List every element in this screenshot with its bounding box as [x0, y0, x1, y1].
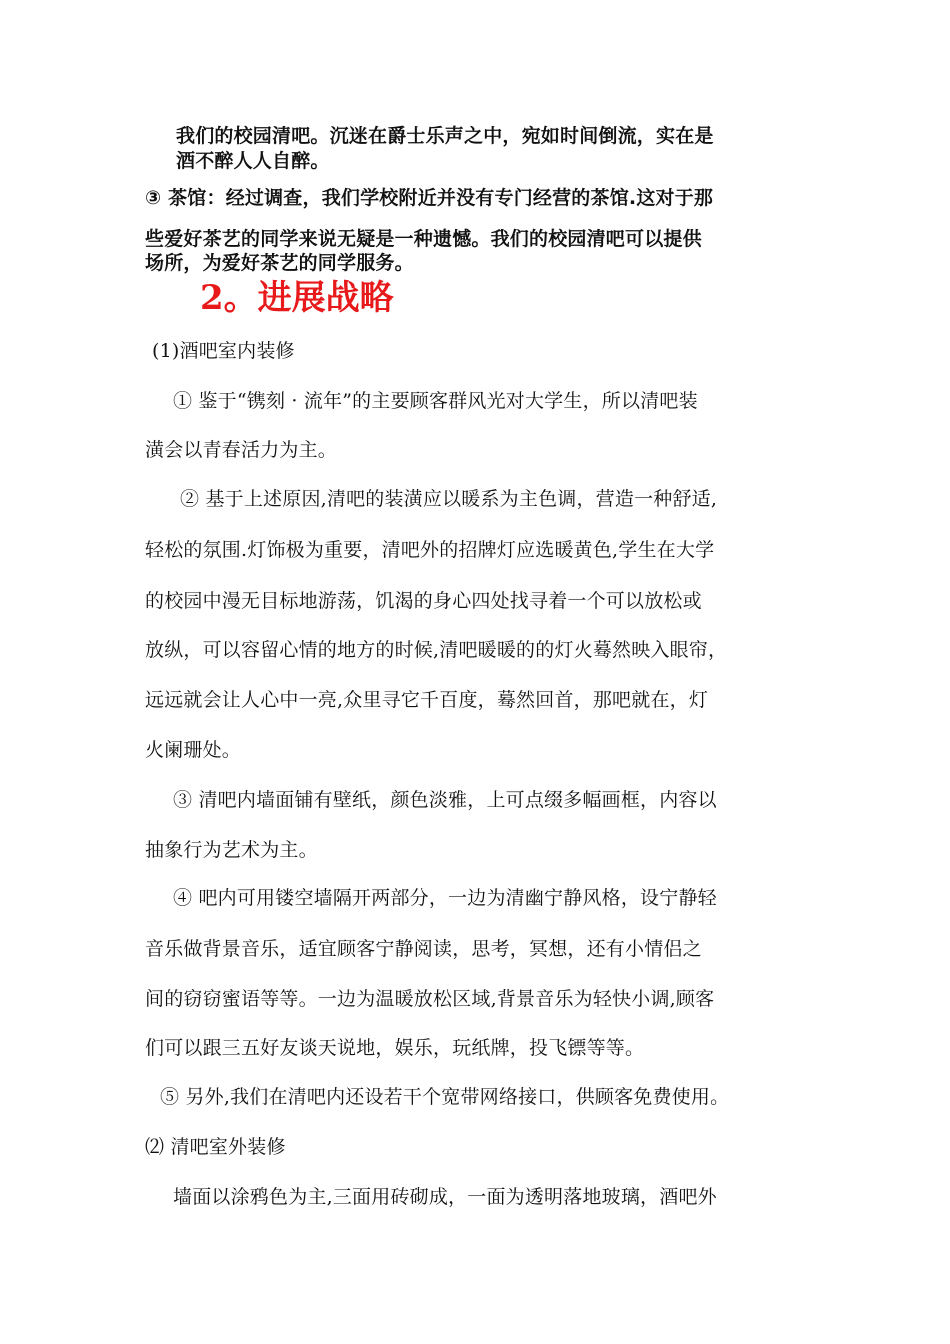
text-line: 们可以跟三五好友谈天说地，娱乐，玩纸牌，投飞镖等等。 — [145, 1037, 645, 1059]
text-line: 放纵，可以容留心情的地方的时候,清吧暖暖的的灯火蓦然映入眼帘， — [145, 639, 728, 661]
text-line: ① 鉴于“镌刻 · 流年”的主要顾客群风光对大学生，所以清吧装 — [173, 390, 698, 412]
text-line: 墙面以涂鸦色为主,三面用砖砌成，一面为透明落地玻璃，酒吧外 — [173, 1186, 717, 1208]
text-line: 些爱好茶艺的同学来说无疑是一种遗憾。我们的校园清吧可以提供 — [145, 228, 702, 250]
text-line: 火阑珊处。 — [145, 739, 242, 761]
text-line: 酒不醉人人自醉。 — [176, 150, 330, 172]
text-line: 我们的校园清吧。沉迷在爵士乐声之中，宛如时间倒流，实在是 — [176, 125, 714, 147]
text-line: ③ 茶馆：经过调查，我们学校附近并没有专门经营的茶馆.这对于那 — [145, 187, 714, 209]
text-line: ④ 吧内可用镂空墙隔开两部分，一边为清幽宁静风格，设宁静轻 — [173, 887, 717, 909]
text-line: 潢会以青春活力为主。 — [145, 439, 338, 461]
text-line: 的校园中漫无目标地游荡，饥渴的身心四处找寻着一个可以放松或 — [145, 590, 702, 612]
subsection-title: ⑵ 清吧室外装修 — [145, 1136, 286, 1158]
text-line: 远远就会让人心中一亮,众里寻它千百度，蓦然回首，那吧就在，灯 — [145, 689, 709, 711]
text-line: ② 基于上述原因,清吧的装潢应以暖系为主色调，营造一种舒适, — [180, 488, 718, 510]
text-line: ③ 清吧内墙面铺有壁纸，颜色淡雅，上可点缀多幅画框，内容以 — [173, 789, 717, 811]
section-heading: 2。进展战略 — [200, 278, 394, 318]
text-line: 音乐做背景音乐，适宜顾客宁静阅读，思考，冥想，还有小情侣之 — [145, 938, 702, 960]
text-line: 抽象行为艺术为主。 — [145, 839, 318, 861]
subsection-title: (1)酒吧室内装修 — [152, 340, 295, 362]
text-line: 间的窃窃蜜语等等。一边为温暖放松区域,背景音乐为轻快小调,顾客 — [145, 988, 715, 1010]
text-line: 轻松的氛围.灯饰极为重要，清吧外的招牌灯应选暖黄色,学生在大学 — [145, 539, 715, 561]
text-line: ⑤ 另外,我们在清吧内还设若干个宽带网络接口，供顾客免费使用。 — [160, 1086, 730, 1108]
text-line: 场所，为爱好茶艺的同学服务。 — [145, 252, 414, 274]
